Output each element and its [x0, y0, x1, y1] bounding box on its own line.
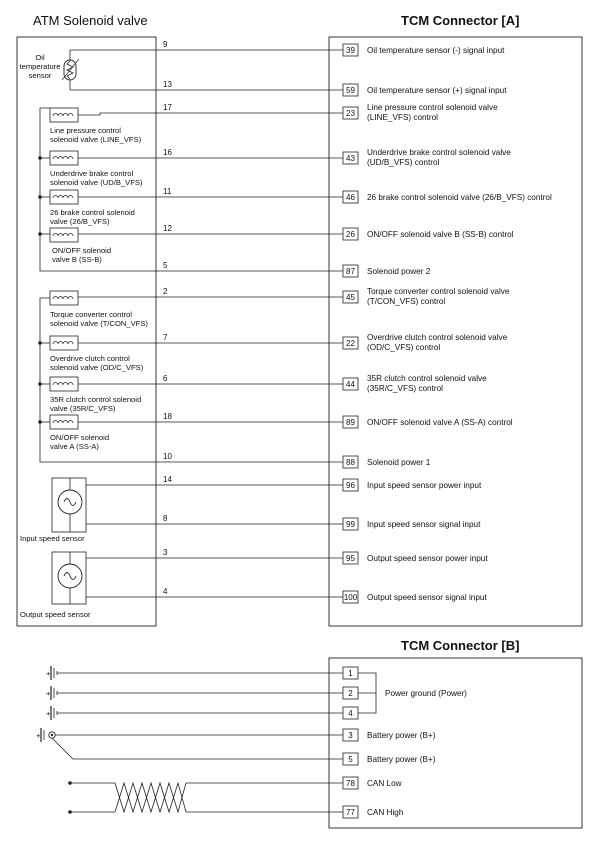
wire-number: 2	[163, 287, 168, 296]
pin-description: Underdrive brake control solenoid valve	[367, 148, 511, 157]
connector-a-row	[156, 148, 511, 167]
svg-text:+: +	[46, 709, 51, 718]
coil-ss-b	[38, 228, 156, 242]
r35-vfs-label-1: 35R clutch control solenoid	[50, 395, 142, 404]
connector-a-frame	[329, 37, 582, 626]
connector-a-row	[156, 412, 513, 428]
pin-description: Overdrive clutch control solenoid valve	[367, 333, 508, 342]
connector-a-row	[156, 548, 488, 564]
coil-odc-vfs	[38, 336, 156, 350]
power-ground-label: Power ground (Power)	[385, 689, 467, 698]
connector-a-row	[156, 80, 507, 96]
pin-description: ON/OFF solenoid valve A (SS-A) control	[367, 418, 513, 427]
pin-number: 3	[348, 731, 353, 740]
pin-number: 88	[346, 458, 355, 467]
pin-number: 26	[346, 230, 355, 239]
ssa-label-1: ON/OFF solenoid	[50, 433, 110, 442]
pin-description: Line pressure control solenoid valve	[367, 103, 498, 112]
connector-b-row	[343, 777, 402, 789]
connector-a-row	[156, 452, 431, 468]
pin-description: Input speed sensor power input	[367, 481, 482, 490]
line-vfs-label-2: solenoid valve (LINE_VFS)	[50, 135, 142, 144]
wire-number: 8	[163, 514, 168, 523]
ground-icon	[46, 706, 343, 720]
pin-description: 26 brake control solenoid valve (26/B_VFS) control	[367, 193, 552, 202]
connector-b-title: TCM Connector [B]	[401, 638, 520, 653]
odc-vfs-label-1: Overdrive clutch control	[50, 354, 130, 363]
connector-a-row	[156, 224, 514, 240]
pin-number: 59	[346, 86, 355, 95]
connector-b-row	[343, 806, 404, 818]
pin-description: Oil temperature sensor (+) signal input	[367, 86, 507, 95]
connector-a-circuits	[156, 40, 552, 603]
connector-a-row	[156, 261, 431, 277]
pin-number: 89	[346, 418, 355, 427]
oil-sensor-label-1: Oil	[35, 53, 45, 62]
wire-number: 14	[163, 475, 172, 484]
pin-number: 23	[346, 109, 355, 118]
connector-b-row	[343, 729, 436, 741]
b26-vfs-label-1: 26 brake control solenoid	[50, 208, 135, 217]
ssb-label-1: ON/OFF solenoid	[52, 246, 112, 255]
coil-tcon-vfs	[50, 291, 156, 305]
wire-number: 9	[163, 40, 168, 49]
pin-number: 99	[346, 520, 355, 529]
pin-description: CAN High	[367, 808, 404, 817]
pin-number: 100	[343, 593, 358, 602]
pin-description: Torque converter control solenoid valve	[367, 287, 510, 296]
output-speed-sensor-label: Output speed sensor	[20, 610, 91, 619]
pin-description: Solenoid power 2	[367, 267, 431, 276]
pin-description: ON/OFF solenoid valve B (SS-B) control	[367, 230, 514, 239]
pin-description: Battery power (B+)	[367, 755, 436, 764]
ground-symbols	[46, 666, 343, 720]
ssb-label-2: valve B (SS-B)	[52, 255, 102, 264]
pin-description: (T/CON_VFS) control	[367, 297, 446, 306]
connector-a-row	[156, 587, 487, 603]
pin-number: 87	[346, 267, 355, 276]
pin-number: 45	[346, 293, 355, 302]
pin-number: 44	[346, 380, 355, 389]
connector-a-title: TCM Connector [A]	[401, 13, 520, 28]
connector-b-row	[343, 707, 358, 719]
connector-b-row	[343, 667, 358, 679]
input-speed-sensor	[52, 478, 156, 532]
r35-vfs-label-2: valve (35R/C_VFS)	[50, 404, 116, 413]
tcon-vfs-label-2: solenoid valve (T/CON_VFS)	[50, 319, 148, 328]
connector-a-row	[156, 374, 487, 393]
pin-number: 4	[348, 709, 353, 718]
pin-number: 96	[346, 481, 355, 490]
pin-description: Output speed sensor signal input	[367, 593, 487, 602]
connector-a-row	[156, 40, 505, 56]
pin-description: Battery power (B+)	[367, 731, 436, 740]
wire-number: 11	[163, 187, 172, 196]
battery-icon	[36, 728, 343, 759]
pin-description: Oil temperature sensor (-) signal input	[367, 46, 505, 55]
connector-a-row	[156, 514, 481, 530]
pin-number: 22	[346, 339, 355, 348]
pin-description: Input speed sensor signal input	[367, 520, 481, 529]
oil-sensor-label-2: temperature	[19, 62, 61, 71]
pin-description: (OD/C_VFS) control	[367, 343, 441, 352]
coil-26b-vfs	[38, 190, 156, 204]
ground-icon	[46, 666, 343, 680]
oil-temperature-sensor	[62, 50, 156, 90]
svg-text:+: +	[46, 669, 51, 678]
svg-text:+: +	[36, 731, 41, 740]
pin-number: 46	[346, 193, 355, 202]
wire-number: 17	[163, 103, 172, 112]
pin-description: CAN Low	[367, 779, 402, 788]
tcon-vfs-label-1: Torque converter control	[50, 310, 132, 319]
pin-description: Solenoid power 1	[367, 458, 431, 467]
connector-a-row	[156, 103, 498, 122]
pin-number: 95	[346, 554, 355, 563]
udb-vfs-label-2: solenoid valve (UD/B_VFS)	[50, 178, 143, 187]
solenoid-title: ATM Solenoid valve	[33, 13, 148, 28]
pin-number: 77	[346, 808, 355, 817]
pin-description: (UD/B_VFS) control	[367, 158, 440, 167]
pin-description: Output speed sensor power input	[367, 554, 488, 563]
connector-a-row	[156, 333, 508, 352]
pin-number: 39	[346, 46, 355, 55]
input-speed-sensor-label: Input speed sensor	[20, 534, 85, 543]
line-vfs-label-1: Line pressure control	[50, 126, 121, 135]
connector-a-row	[156, 475, 482, 491]
connector-b-row	[343, 687, 358, 699]
can-twisted-pair	[68, 781, 343, 814]
ground-icon	[46, 686, 343, 700]
pin-number: 78	[346, 779, 355, 788]
wire-number: 3	[163, 548, 168, 557]
wire-number: 12	[163, 224, 172, 233]
pin-number: 2	[348, 689, 353, 698]
pin-description: (LINE_VFS) control	[367, 113, 438, 122]
oil-sensor-label-3: sensor	[28, 71, 52, 80]
connector-a-row	[156, 187, 552, 203]
wire-number: 18	[163, 412, 172, 421]
connector-b-frame	[329, 658, 582, 828]
odc-vfs-label-2: solenoid valve (OD/C_VFS)	[50, 363, 144, 372]
udb-vfs-label-1: Underdrive brake control	[50, 169, 134, 178]
wire-number: 13	[163, 80, 172, 89]
connector-a-row	[156, 287, 510, 306]
wire-number: 4	[163, 587, 168, 596]
coil-udb-vfs	[38, 151, 156, 165]
wire-number: 16	[163, 148, 172, 157]
wire-number: 6	[163, 374, 168, 383]
pin-number: 5	[348, 755, 353, 764]
coil-line-vfs	[50, 108, 156, 122]
ssa-label-2: valve A (SS-A)	[50, 442, 99, 451]
b26-vfs-label-2: valve (26/B_VFS)	[50, 217, 110, 226]
connector-b-row	[343, 753, 436, 765]
coil-35r-vfs	[38, 377, 156, 391]
wire-number: 10	[163, 452, 172, 461]
pin-number: 1	[348, 669, 353, 678]
svg-text:+: +	[46, 689, 51, 698]
pin-number: 43	[346, 154, 355, 163]
coil-ss-a	[38, 415, 156, 429]
output-speed-sensor	[52, 552, 156, 604]
pin-description: 35R clutch control solenoid valve	[367, 374, 487, 383]
wire-number: 5	[163, 261, 168, 270]
pin-description: (35R/C_VFS) control	[367, 384, 443, 393]
wire-number: 7	[163, 333, 168, 342]
